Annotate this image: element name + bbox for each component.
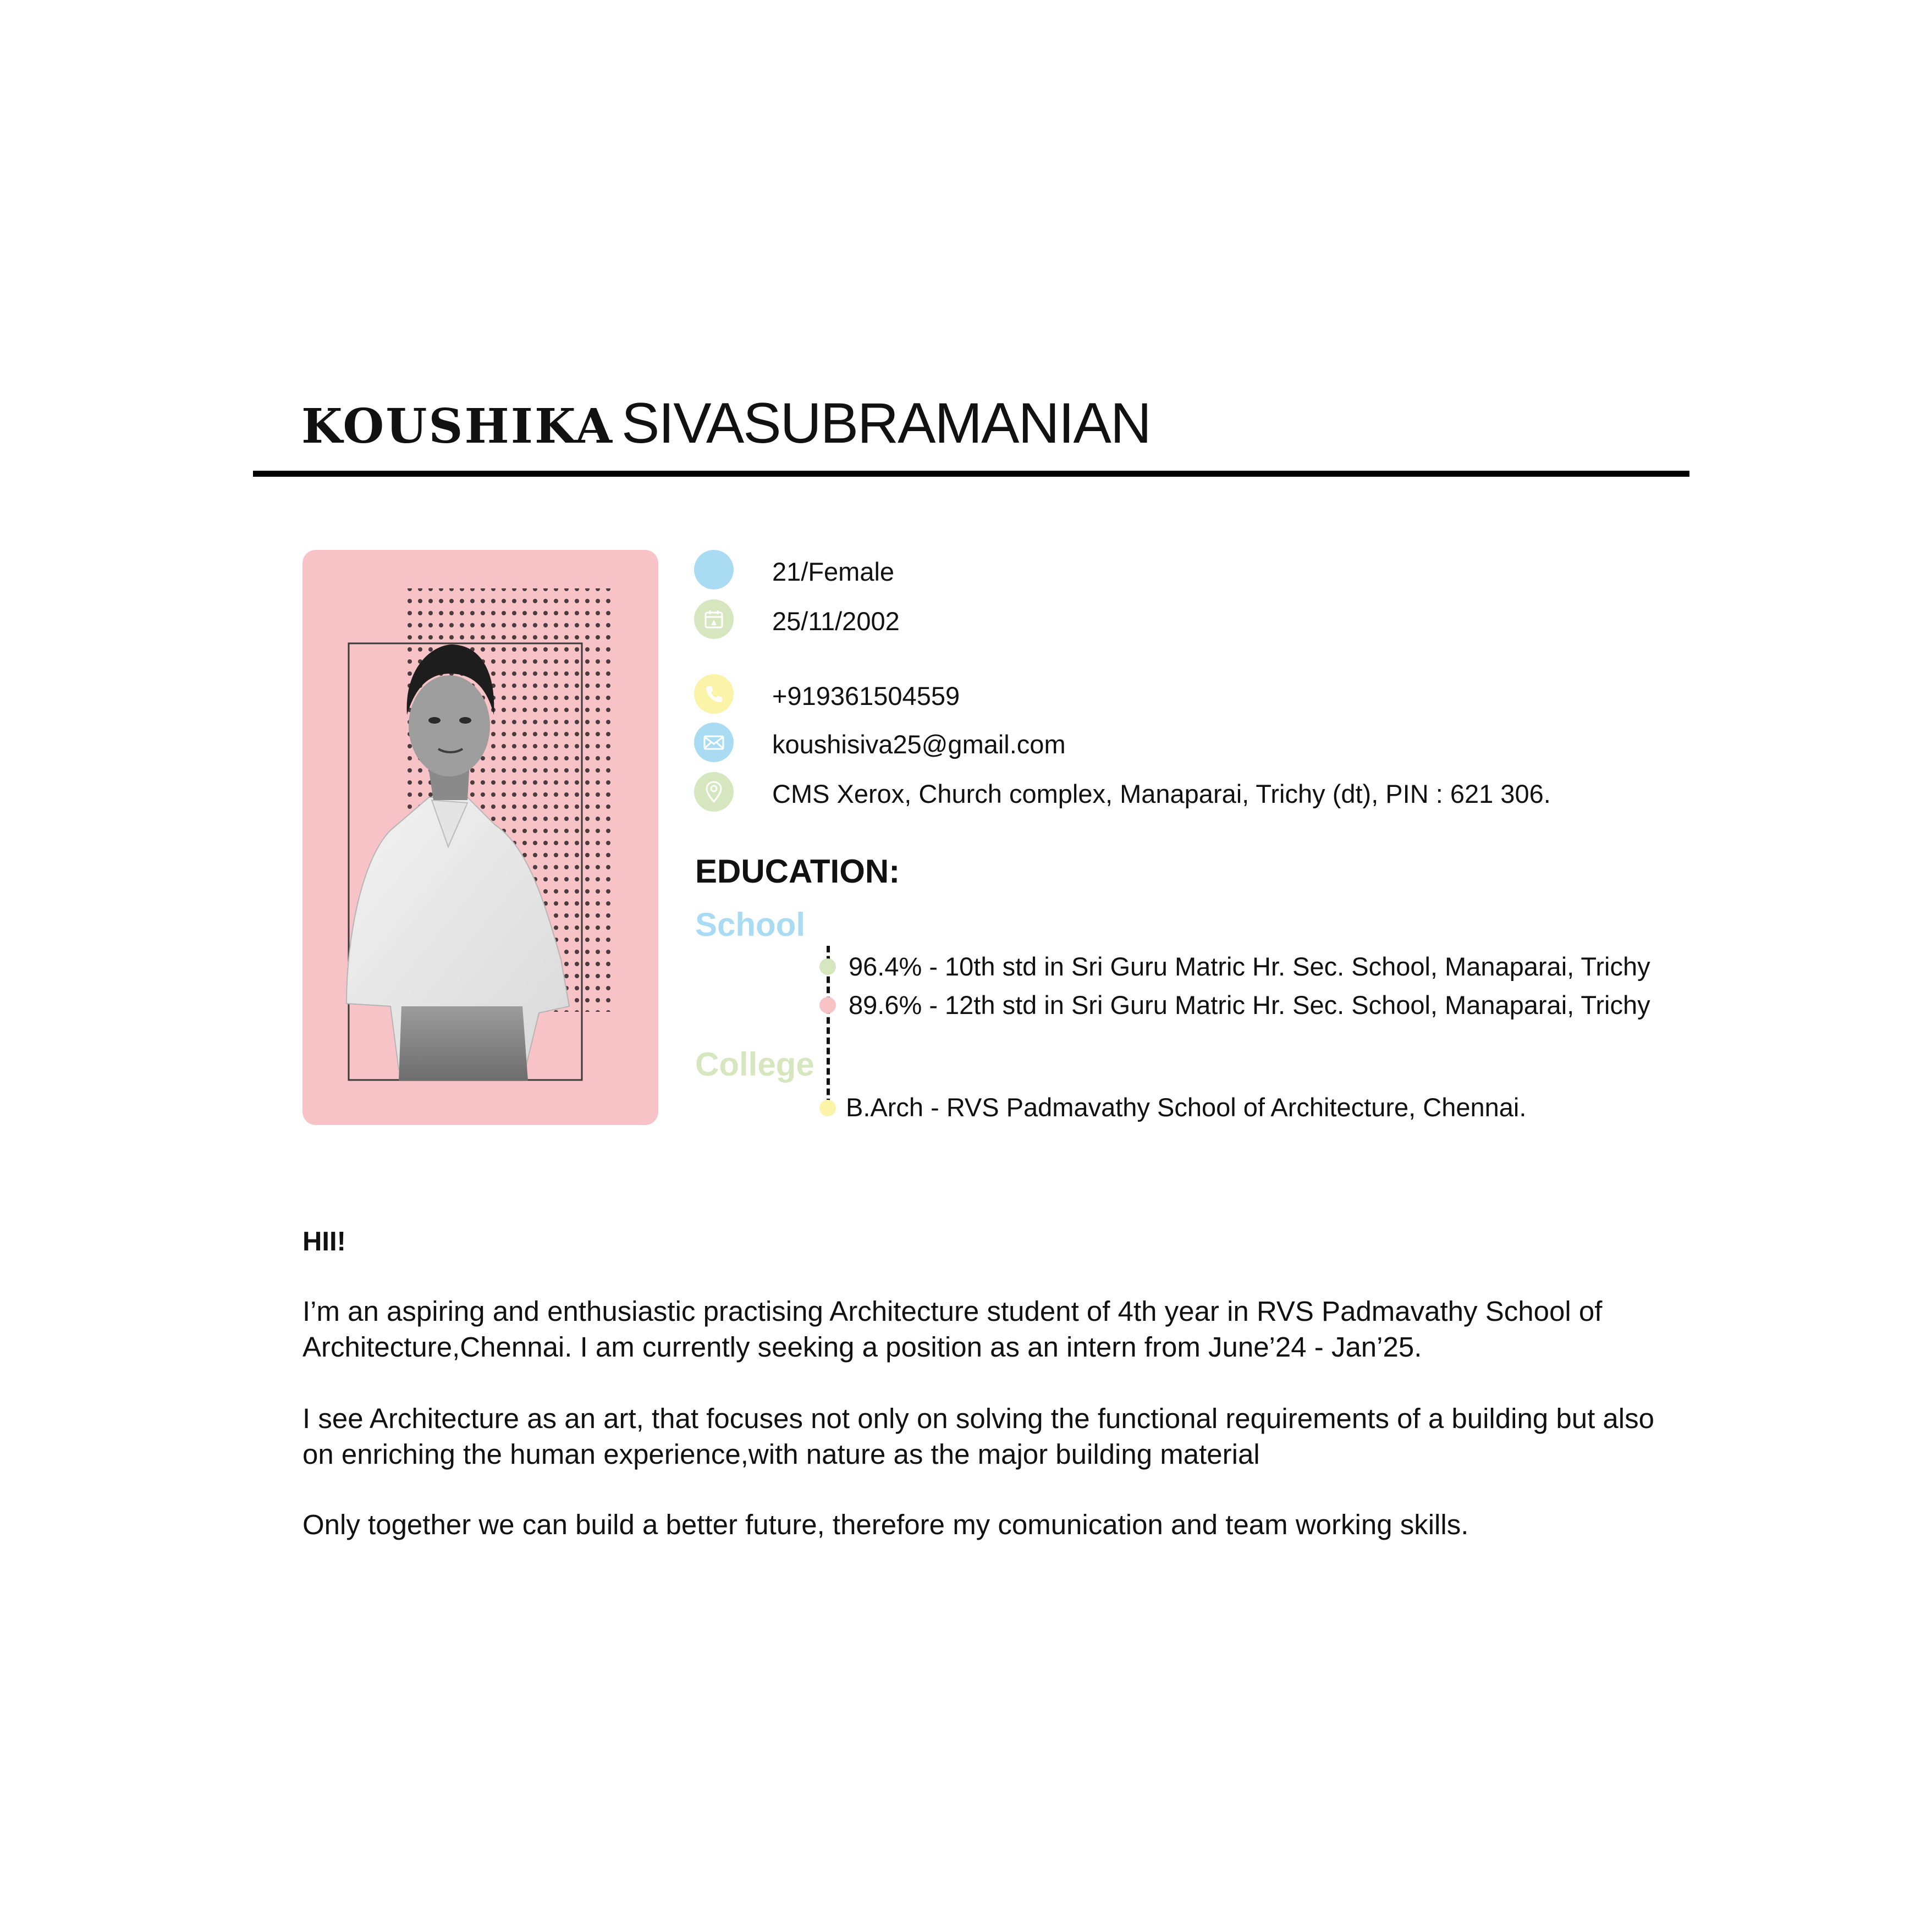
timeline-dot-college [819, 1100, 836, 1116]
timeline-dot-school-10th [819, 958, 836, 975]
about-paragraph-1: I’m an aspiring and enthusiastic practising Architecture student of 4th year in RVS Padmavathy School of Architecture,Chennai. I am currently seeking a position as an intern from June’24 - Jan’25. [302, 1296, 1603, 1363]
timeline-dot-school-12th [819, 997, 836, 1013]
full-name [301, 392, 1151, 455]
education-item-10th: 96.4% - 10th std in Sri Guru Matric Hr. Sec. School, Manaparai, Trichy [849, 952, 1650, 981]
profile-photo-card [302, 550, 658, 1125]
education-item-12th: 89.6% - 12th std in Sri Guru Matric Hr. Sec. School, Manaparai, Trichy [849, 990, 1650, 1019]
location-pin-icon [694, 772, 734, 812]
calendar-icon [694, 599, 734, 639]
education-heading: EDUCATION: [695, 853, 900, 890]
age-gender-text: 21/Female [772, 557, 895, 586]
address-text: CMS Xerox, Church complex, Manaparai, Trichy (dt), PIN : 621 306. [772, 779, 1551, 808]
mail-icon [694, 723, 734, 762]
school-label: School [695, 906, 806, 943]
about-paragraph-3: Only together we can build a better future, therefore my comunication and team working skills. [302, 1509, 1469, 1540]
phone-icon [694, 674, 734, 714]
phone-text: +919361504559 [772, 681, 960, 710]
about-paragraph-2: I see Architecture as an art, that focuses not only on solving the functional requirements of a building but also on enriching the human experience,with nature as the major building material [302, 1403, 1654, 1470]
college-label: College [695, 1046, 814, 1083]
first-name: KOUSHIKA [301, 399, 614, 454]
last-name: SIVASUBRAMANIAN [621, 392, 1151, 455]
about-greeting: HII! [302, 1227, 346, 1256]
education-item-barch: B.Arch - RVS Padmavathy School of Architecture, Chennai. [846, 1093, 1527, 1122]
header-rule [253, 471, 1689, 477]
email-text: koushisiva25@gmail.com [772, 730, 1066, 759]
dob-text: 25/11/2002 [772, 607, 900, 636]
person-icon [694, 550, 734, 589]
